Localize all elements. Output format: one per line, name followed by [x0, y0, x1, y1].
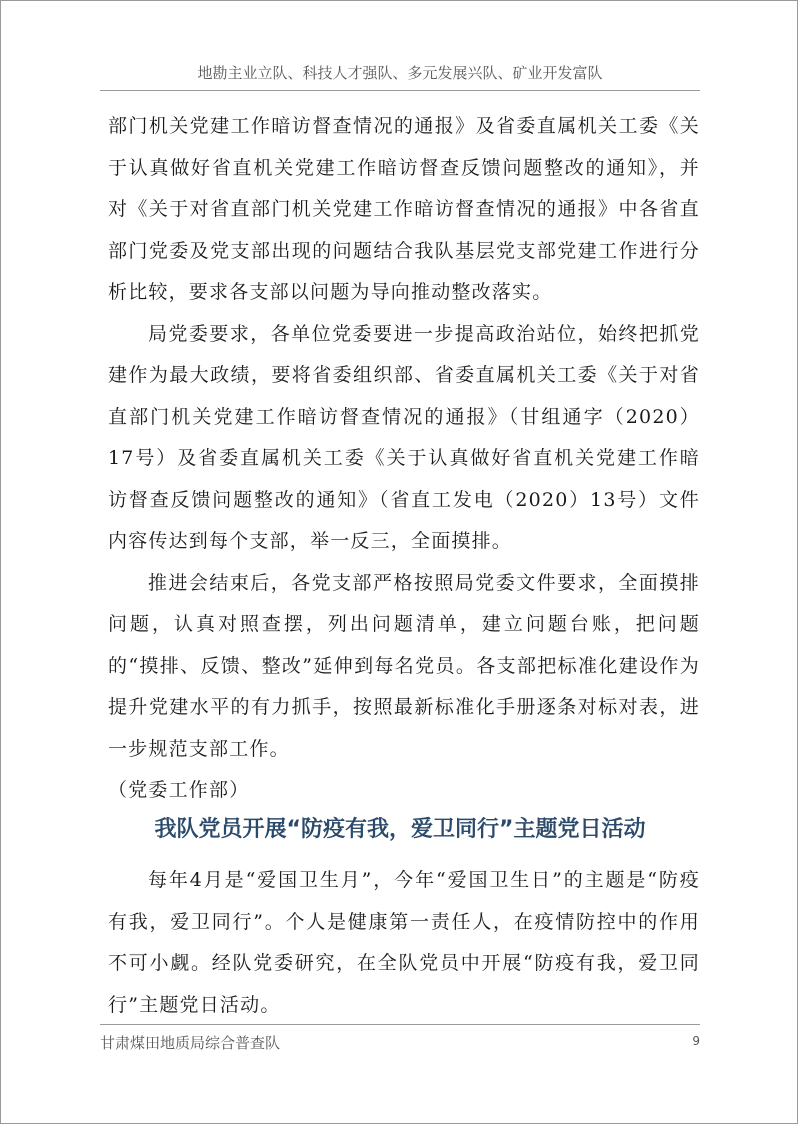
header-divider: [100, 90, 700, 91]
article-body: [108, 860, 700, 1026]
body-paragraph: 每年4月是“爱国卫生月”，今年“爱国卫生日”的主题是“防疫有我，爱卫同行”。个人是健康第一责任人，在疫情防控中的作用不可小觑。经队党委研究，在全队党员中开展“防疫有我，爱卫同行”主题党日活动。: [108, 869, 700, 1016]
running-header: 地勘主业立队、科技人才强队、多元发展兴队、矿业开发富队: [197, 64, 603, 82]
article-title: 我队党员开展“防疫有我，爱卫同行”主题党日活动: [154, 817, 646, 842]
body-paragraph: 推进会结束后，各党支部严格按照局党委文件要求，全面摸排问题，认真对照查摆，列出问题清单，建立问题台账，把问题的“摸排、反馈、整改”延伸到每名党员。各支部把标准化建设作为提升党建水平的有力抓手，按照最新标准化手册逐条对标对表，进一步规范支部工作。: [108, 571, 700, 760]
page-number: 9: [692, 1034, 700, 1048]
body-paragraph: 局党委要求，各单位党委要进一步提高政治站位，始终把抓党建作为最大政绩，要将省委组织部、省委直属机关工委《关于对省直部门机关党建工作暗访督查情况的通报》（甘组通字（2020）17号）及省委直属机关工委《关于认真做好省直机关党建工作暗访督查反馈问题整改的通知》（省直工发电（2020）13号）文件内容传达到每个支部，举一反三，全面摸排。: [108, 322, 700, 552]
body-paragraph: 部门机关党建工作暗访督查情况的通报》及省委直属机关工委《关于认真做好省直机关党建工作暗访督查反馈问题整改的通知》，并对《关于对省直部门机关党建工作暗访督查情况的通报》中各省直部门党委及党支部出现的问题结合我队基层党支部党建工作进行分析比较，要求各支部以问题为导向推动整改落实。: [108, 115, 700, 303]
article-body-continued: [108, 106, 700, 812]
footer-divider: [100, 1024, 700, 1025]
author-signature: （党委工作部）: [108, 779, 250, 801]
footer-organization: 甘肃煤田地质局综合普查队: [100, 1034, 281, 1052]
